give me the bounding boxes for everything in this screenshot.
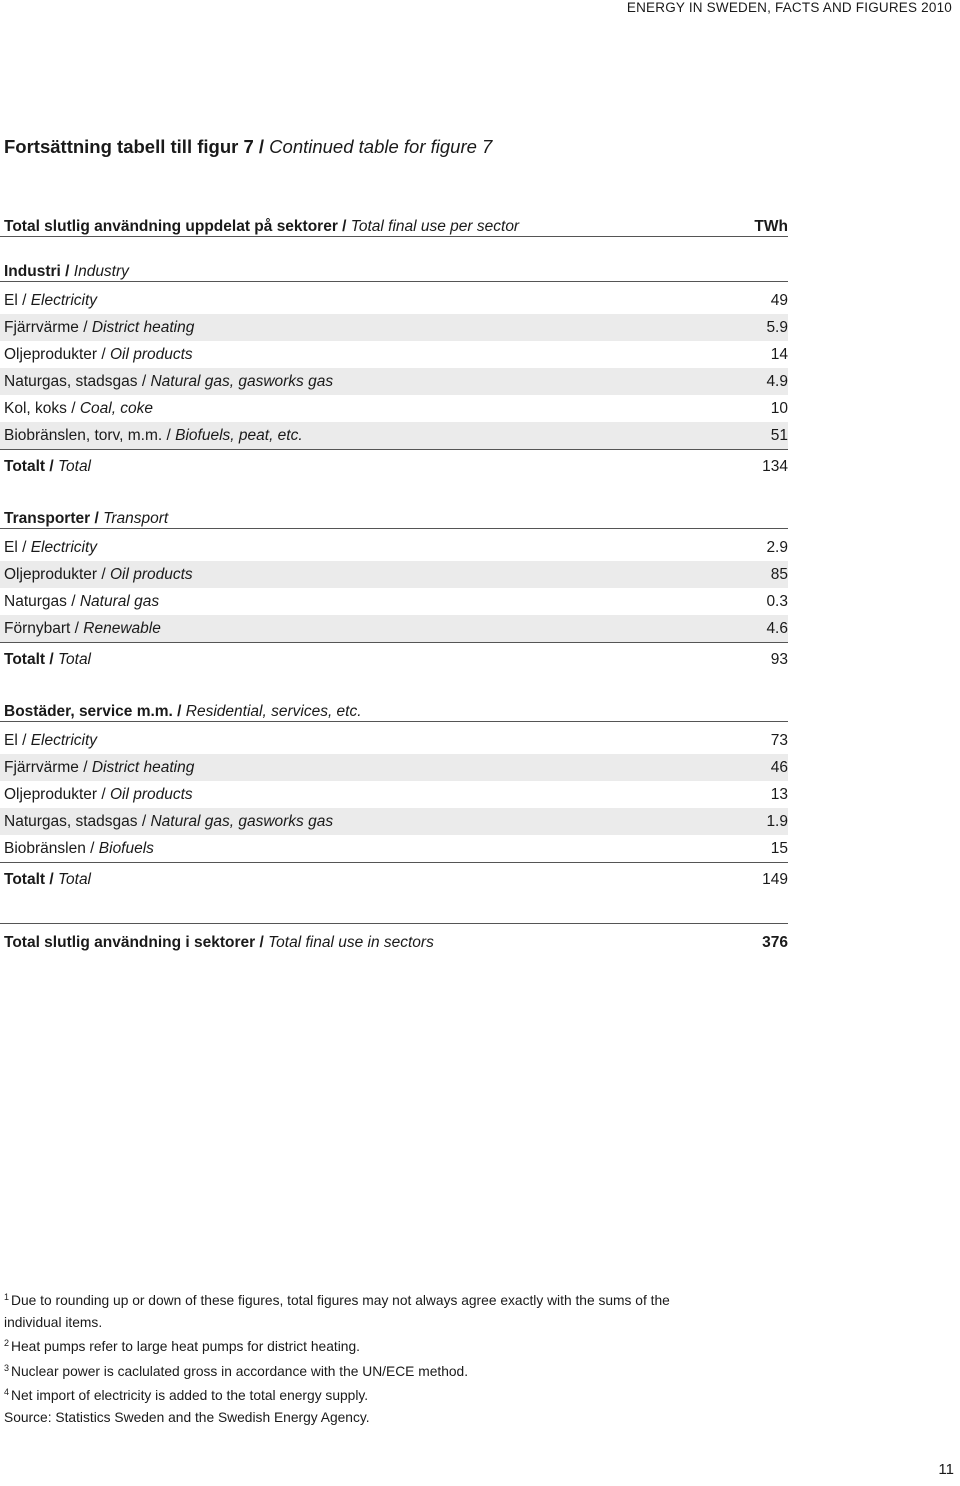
sector-title-label xyxy=(4,703,362,721)
row-label xyxy=(4,539,97,557)
row-label xyxy=(4,373,333,391)
sector-title-sv: Bostäder, service m.m. xyxy=(4,703,173,720)
row-label-separator: / xyxy=(66,399,80,417)
row-label xyxy=(4,813,333,831)
row-label-separator: / xyxy=(137,812,151,830)
table-row xyxy=(0,368,788,395)
title-sv: Fortsättning tabell till figur 7 xyxy=(4,136,254,157)
heading-en: Total final use per sector xyxy=(350,218,520,235)
table-row xyxy=(0,835,788,862)
row-value: 5.9 xyxy=(766,318,788,336)
footnote-marker: 4 xyxy=(4,1387,10,1397)
sector-total-row xyxy=(0,449,788,484)
row-label-sv: Oljeprodukter xyxy=(4,565,98,583)
row-label-sv: Naturgas, stadsgas xyxy=(4,372,138,390)
sector-title-sv: Industri xyxy=(4,263,61,280)
grand-total-sv: Total slutlig användning i sektorer xyxy=(4,934,256,951)
row-label xyxy=(4,427,303,445)
total-label-en: Total xyxy=(57,651,92,668)
row-label-separator: / xyxy=(78,318,92,336)
row-value: 73 xyxy=(770,731,788,749)
grand-total-value: 376 xyxy=(762,934,788,951)
row-value: 49 xyxy=(770,291,788,309)
sector-total-row xyxy=(0,642,788,677)
row-label-en: Electricity xyxy=(30,731,98,749)
grand-total-row xyxy=(0,923,788,962)
sector-title-label xyxy=(4,263,129,281)
grand-total-label xyxy=(4,934,434,952)
sector-title xyxy=(0,502,788,529)
table-row xyxy=(0,287,788,314)
table-row xyxy=(0,534,788,561)
row-value: 46 xyxy=(770,758,788,776)
row-label-sv: El xyxy=(4,538,18,556)
row-label-en: Biofuels xyxy=(98,839,154,857)
sector-title-separator: / xyxy=(90,510,104,527)
row-label-sv: Fjärrvärme xyxy=(4,758,79,776)
table-row xyxy=(0,588,788,615)
table-sections xyxy=(0,255,788,897)
row-label-en: Coal, coke xyxy=(79,399,154,417)
sector-total-value: 134 xyxy=(762,458,788,475)
row-value: 13 xyxy=(770,785,788,803)
table-row xyxy=(0,615,788,642)
row-label-sv: El xyxy=(4,731,18,749)
footnote-marker: 3 xyxy=(4,1362,10,1373)
sector-title-sv: Transporter xyxy=(4,510,91,527)
row-label-sv: El xyxy=(4,291,18,309)
sector-total-value: 93 xyxy=(770,651,788,668)
row-label-sv: Oljeprodukter xyxy=(4,785,98,803)
sector-block xyxy=(0,255,788,484)
title-separator: / xyxy=(253,136,270,157)
row-label-separator: / xyxy=(17,538,31,556)
row-value: 51 xyxy=(770,426,788,444)
table-row xyxy=(0,781,788,808)
grand-total-en: Total final use in sectors xyxy=(268,934,434,951)
figure-title xyxy=(4,136,492,158)
row-label-separator: / xyxy=(17,291,31,309)
row-value: 14 xyxy=(770,345,788,363)
sector-total-label xyxy=(4,871,91,889)
total-label-separator: / xyxy=(45,871,58,888)
row-label-sv: Naturgas, stadsgas xyxy=(4,812,138,830)
row-label xyxy=(4,732,97,750)
row-label-separator: / xyxy=(17,731,31,749)
table-heading xyxy=(0,210,788,237)
row-label xyxy=(4,759,194,777)
row-label xyxy=(4,840,154,858)
total-label-separator: / xyxy=(45,651,58,668)
footnote xyxy=(4,1287,724,1333)
sector-block xyxy=(0,695,788,897)
footnote-list xyxy=(4,1287,724,1407)
row-label-separator: / xyxy=(97,785,110,803)
row-label xyxy=(4,620,161,638)
sector-title-separator: / xyxy=(60,263,74,280)
row-label-separator: / xyxy=(70,619,84,637)
sector-title xyxy=(0,255,788,282)
row-label-sv: Kol, koks xyxy=(4,399,67,417)
row-label-en: District heating xyxy=(91,758,195,776)
row-value: 4.6 xyxy=(766,619,788,637)
sector-total-label xyxy=(4,651,91,669)
total-label-sv: Totalt xyxy=(4,871,46,888)
sector-title-label xyxy=(4,510,168,528)
table-row xyxy=(0,395,788,422)
running-header: ENERGY IN SWEDEN, FACTS AND FIGURES 2010 xyxy=(626,0,952,15)
sector-title-en: Transport xyxy=(103,510,169,527)
source-note: Source: Statistics Sweden and the Swedish Energy Agency. xyxy=(4,1409,370,1425)
row-label xyxy=(4,566,193,584)
row-label-sv: Förnybart xyxy=(4,619,71,637)
total-label-sv: Totalt xyxy=(4,651,46,668)
row-label-separator: / xyxy=(162,426,176,444)
footnote-text: Nuclear power is caclulated gross in accordance with the UN/ECE method. xyxy=(11,1363,469,1379)
heading-separator: / xyxy=(337,218,351,235)
footnote-text: Heat pumps refer to large heat pumps for district heating. xyxy=(11,1339,360,1354)
row-label-sv: Oljeprodukter xyxy=(4,345,98,363)
unit-label: TWh xyxy=(754,218,788,235)
row-label-separator: / xyxy=(97,345,110,363)
row-label-en: Natural gas xyxy=(79,592,160,610)
row-label-sv: Naturgas xyxy=(4,592,67,610)
sector-title-en: Industry xyxy=(73,263,129,280)
table-row xyxy=(0,808,788,835)
sector-total-value: 149 xyxy=(762,871,788,888)
row-value: 15 xyxy=(770,839,788,857)
table-row xyxy=(0,754,788,781)
row-label-separator: / xyxy=(97,565,110,583)
sector-title-en: Residential, services, etc. xyxy=(185,703,362,720)
total-label-sv: Totalt xyxy=(4,458,46,475)
sector-total-row xyxy=(0,862,788,897)
row-value: 4.9 xyxy=(766,372,788,390)
row-label-sv: Biobränslen, torv, m.m. xyxy=(4,426,163,444)
footnote xyxy=(4,1358,724,1383)
total-label-en: Total xyxy=(57,871,92,888)
grand-total-separator: / xyxy=(255,934,269,951)
row-label-en: Oil products xyxy=(109,565,193,583)
row-label xyxy=(4,292,97,310)
total-label-en: Total xyxy=(57,458,92,475)
table-row xyxy=(0,341,788,368)
sector-title xyxy=(0,695,788,722)
table-row xyxy=(0,314,788,341)
footnote xyxy=(4,1382,724,1407)
row-label-separator: / xyxy=(137,372,151,390)
table-heading-label xyxy=(4,218,519,236)
row-label-sv: Biobränslen xyxy=(4,839,86,857)
footnote xyxy=(4,1333,724,1358)
footnote-marker: 1 xyxy=(4,1292,10,1302)
row-value: 10 xyxy=(770,399,788,417)
row-label-sv: Fjärrvärme xyxy=(4,318,79,336)
row-label-en: Electricity xyxy=(30,538,98,556)
row-label-en: Electricity xyxy=(30,291,98,309)
row-label-en: Biofuels, peat, etc. xyxy=(175,426,303,444)
row-label-separator: / xyxy=(66,592,80,610)
row-label xyxy=(4,593,159,611)
row-label-en: Oil products xyxy=(109,345,193,363)
row-value: 1.9 xyxy=(766,812,788,830)
total-label-separator: / xyxy=(45,458,58,475)
footnote-marker: 2 xyxy=(4,1338,10,1348)
sector-total-label xyxy=(4,458,91,476)
table-row xyxy=(0,727,788,754)
row-label xyxy=(4,346,193,364)
footnote-text: Due to rounding up or down of these figures, total figures may not always agree exactly with the sums of the individual items. xyxy=(4,1293,670,1330)
row-label xyxy=(4,786,193,804)
sector-title-separator: / xyxy=(172,703,186,720)
table-row xyxy=(0,561,788,588)
footnotes xyxy=(4,1287,724,1428)
row-label-en: District heating xyxy=(91,318,195,336)
table-row xyxy=(0,422,788,449)
sector-table xyxy=(0,210,788,962)
row-value: 85 xyxy=(770,565,788,583)
row-label-en: Oil products xyxy=(109,785,193,803)
sector-block xyxy=(0,502,788,677)
title-en: Continued table for figure 7 xyxy=(269,136,493,157)
row-label xyxy=(4,400,153,418)
row-label-en: Renewable xyxy=(83,619,161,637)
row-label-separator: / xyxy=(85,839,99,857)
row-value: 0.3 xyxy=(766,592,788,610)
row-label-en: Natural gas, gasworks gas xyxy=(150,372,334,390)
heading-sv: Total slutlig användning uppdelat på sektorer xyxy=(4,218,338,235)
row-label xyxy=(4,319,194,337)
row-label-separator: / xyxy=(78,758,92,776)
row-label-en: Natural gas, gasworks gas xyxy=(150,812,334,830)
footnote-text: Net import of electricity is added to the total energy supply. xyxy=(11,1388,369,1403)
row-value: 2.9 xyxy=(766,538,788,556)
page-number: 11 xyxy=(938,1461,954,1478)
